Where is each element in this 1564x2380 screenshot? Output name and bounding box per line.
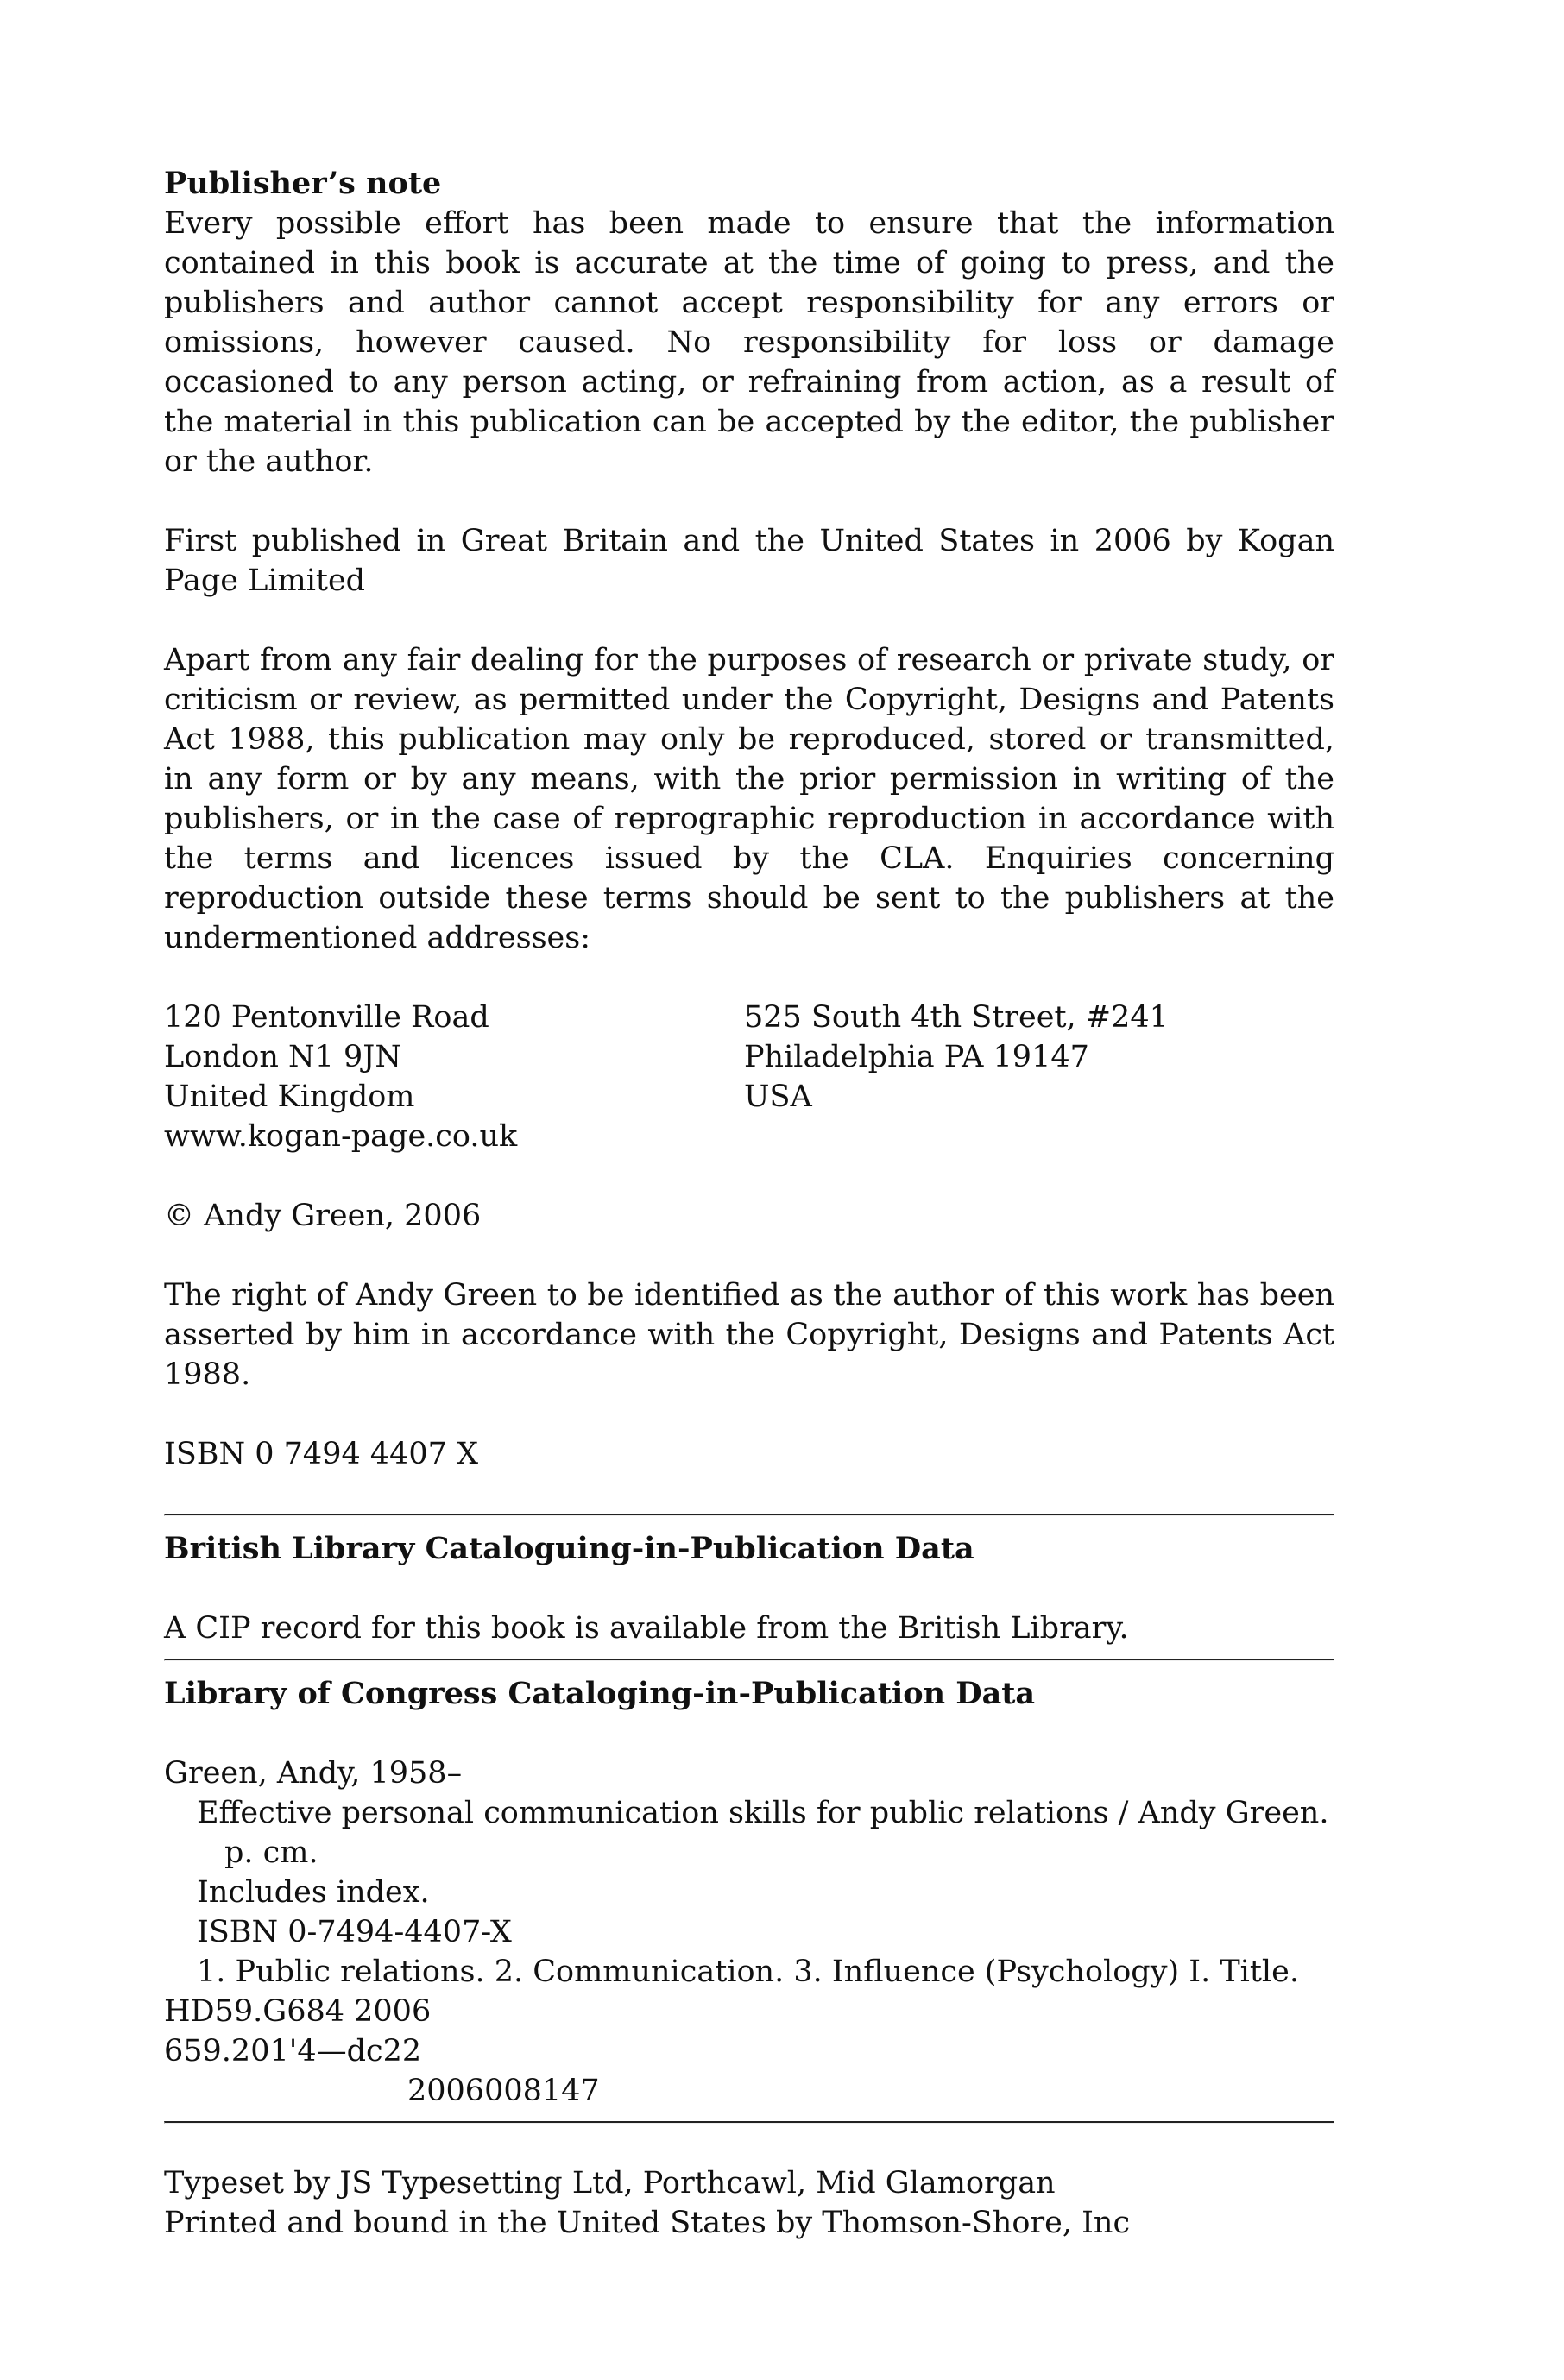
british-library-text: A CIP record for this book is available from the British Library. [164, 1611, 1129, 1646]
publishers-note-body: Every possible effort has been made to ensure that the information contained in this book is accurate at the time of going to press, and the publishers and author cannot accept responsibility for any errors or omissions, however caused. No responsibility for loss or damage occasioned to any person acting, or refraining from action, as a result of the material in this publication can be accepted by the editor, the publisher or the author. [164, 206, 1334, 479]
cip-dewey: 659.201'4—dc22 [164, 2034, 422, 2068]
moral-rights-statement: The right of Andy Green to be identified as the author of this work has been asserted by him in accordance with the Copyright, Designs and Patents Act 1988. [164, 1278, 1334, 1392]
cip-subjects: 1. Public relations. 2. Communication. 3. Influence (Psychology) I. Title. [197, 1955, 1299, 1989]
uk-address-line: 120 Pentonville Road [164, 1000, 489, 1035]
cip-index: Includes index. [197, 1875, 430, 1910]
library-of-congress-heading: Library of Congress Cataloging-in-Publication Data [164, 1676, 1036, 1711]
isbn-line: ISBN 0 7494 4407 X [164, 1437, 478, 1471]
copyright-notice: Apart from any fair dealing for the purposes of research or private study, or criticism or review, as permitted under the Copyright, Designs and Patents Act 1988, this publication may only be reproduced, stored or transmitted, in any form or by any means, with the prior permission in writing of the publishers, or in the case of reprographic reproduction in accordance with the terms and licences issued by the CLA. Enquiries concerning reproduction outside these terms should be sent to the publishers at the undermentioned addresses: [164, 643, 1334, 955]
cip-author: Green, Andy, 1958– [164, 1756, 463, 1791]
uk-address [164, 998, 744, 1156]
us-address-line: 525 South 4th Street, #241 [744, 1000, 1169, 1035]
publishers-note-heading: Publisher’s note [164, 166, 442, 201]
copyright-line: © Andy Green, 2006 [164, 1199, 482, 1233]
uk-address-line: United Kingdom [164, 1080, 415, 1114]
divider [164, 1514, 1334, 1516]
uk-address-line: London N1 9JN [164, 1040, 401, 1074]
divider [164, 1659, 1334, 1661]
printer-credit: Printed and bound in the United States by Thomson-Shore, Inc [164, 2206, 1131, 2240]
cip-isbn: ISBN 0-7494-4407-X [197, 1915, 512, 1949]
typeset-credit: Typeset by JS Typesetting Ltd, Porthcawl, Mid Glamorgan [164, 2166, 1056, 2201]
first-published-statement: First published in Great Britain and the United States in 2006 by Kogan Page Limited [164, 524, 1334, 598]
uk-website: www.kogan-page.co.uk [164, 1119, 518, 1154]
cip-pages: p. cm. [224, 1835, 318, 1870]
british-library-heading: British Library Cataloguing-in-Publication Data [164, 1531, 974, 1566]
us-address-line: Philadelphia PA 19147 [744, 1040, 1089, 1074]
publisher-addresses [164, 998, 1334, 1156]
us-address-line: USA [744, 1080, 812, 1114]
divider [164, 2121, 1334, 2124]
us-address [744, 998, 1324, 1156]
cip-title: Effective personal communication skills for public relations / Andy Green. [197, 1796, 1329, 1830]
cip-lccn: 2006008147 [407, 2074, 600, 2108]
cip-classification: HD59.G684 2006 [164, 1994, 432, 2029]
copyright-page [164, 164, 1334, 2243]
